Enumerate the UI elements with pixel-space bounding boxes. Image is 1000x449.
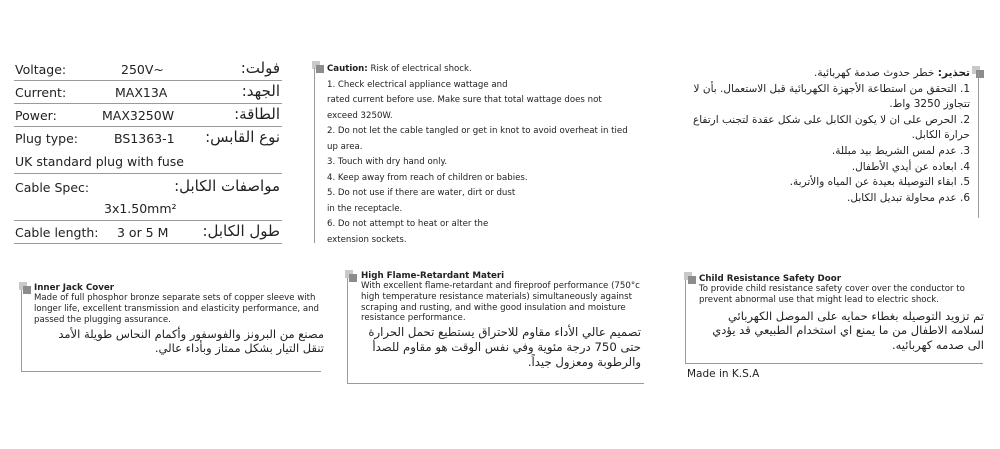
cable-spec-value: 3x1.50mm² <box>104 201 177 216</box>
spec-table <box>14 58 282 244</box>
inner-jack-english-text: Made of full phosphor bronze separate sets of copper sleeve with longer life, excellent transmission and elasticity performance, and passed the plugging assurance. <box>34 293 320 325</box>
arabic-caution-line: 3. عدم لمس الشريط بيد مبللة. <box>831 144 970 157</box>
arabic-caution-subtitle: خطر حدوث صدمة كهربائية. <box>814 67 938 79</box>
flame-arabic-line: حتى 750 درجة مئوية وفي نفس الوقت هو مقاوم للصدأ <box>372 340 641 355</box>
voltage-label: Voltage: <box>15 62 67 77</box>
inner-jack-title: Inner Jack Cover <box>34 283 115 293</box>
arabic-caution-line: 5. ابقاء التوصيلة بعيدة عن المياه والأتربة. <box>789 176 970 189</box>
arabic-caution-section <box>640 66 970 206</box>
flame-bottom-border <box>347 383 644 384</box>
cable-length-value: 3 or 5 M <box>117 225 169 240</box>
inner-jack-arabic-line: مصنع من البرونز والفوسفور وأكمام النحاس طويلة الأمد <box>58 327 324 342</box>
arabic-caution-line: 6. عدم محاولة تبديل الكابل. <box>847 191 970 204</box>
current-value: MAX13A <box>115 85 168 100</box>
caution-line: in the receptacle. <box>327 203 403 214</box>
voltage-arabic-label: فولت: <box>240 59 280 77</box>
child-door-english-text: To provide child resistance safety cover over the conductor to prevent abnormal use that might lead to electric shock. <box>699 284 965 305</box>
cable-spec-arabic-label: مواصفات الكابل: <box>174 177 280 195</box>
child-door-left-border <box>685 280 686 364</box>
caution-line: exceed 3250W. <box>327 110 393 121</box>
caution-section <box>327 62 647 248</box>
caution-divider <box>314 68 315 243</box>
inner-jack-bottom-border <box>21 371 321 372</box>
arabic-caution-line: تتجاوز 3250 واط. <box>889 98 970 111</box>
caution-line: extension sockets. <box>327 234 407 245</box>
flame-title: High Flame-Retardant Materi <box>361 271 505 281</box>
caution-line: 4. Keep away from reach of children or babies. <box>327 172 528 183</box>
caution-subtitle: Risk of electrical shock. <box>367 64 472 74</box>
plug-note: UK standard plug with fuse <box>15 154 184 169</box>
child-door-title: Child Resistance Safety Door <box>699 274 841 284</box>
child-door-section <box>699 274 984 352</box>
inner-jack-section <box>34 283 324 355</box>
spec-row-voltage <box>14 58 282 81</box>
cable-length-label: Cable length: <box>15 225 99 240</box>
spec-row-cable-length <box>14 221 282 244</box>
child-door-arabic-line: لسلامه الاطفال من ما يمنع اي استخدام الطبيعي قد يؤدي <box>712 323 984 338</box>
caution-line: 5. Do not use if there are water, dirt or dust <box>327 188 516 198</box>
inner-jack-left-border <box>21 290 22 372</box>
arabic-caution-line: 1. التحقق من استطاعة الأجهزة الكهربائية قبل الاستعمال. بأن لا <box>693 82 970 95</box>
spec-row-plug-note <box>14 149 282 174</box>
cable-length-arabic-label: طول الكابل: <box>202 222 280 240</box>
plug-type-arabic-label: نوع القابس: <box>205 128 280 146</box>
arabic-caution-line: 2. الحرص على ان لا يكون الكابل على شكل عقدة لتجنب ارتفاع <box>692 113 970 126</box>
spec-row-cable-spec <box>14 174 282 196</box>
caution-line: 3. Touch with dry hand only. <box>327 157 448 167</box>
child-door-arabic-line: تم تزويد التوصيله بغطاء حمايه على الموصل الكهربائي <box>727 308 984 323</box>
flame-arabic-line: والرطوبة ومعزول جيداً. <box>527 355 641 370</box>
caution-line: rated current before use. Make sure that total wattage does not <box>327 95 602 105</box>
caution-line: 1. Check electrical appliance wattage and <box>327 79 508 90</box>
inner-jack-arabic-line: تنقل التيار بشكل ممتاز وبأداء عالي. <box>154 341 324 356</box>
caution-line: 2. Do not let the cable tangled or get in knot to avoid overheat in tied <box>327 126 628 136</box>
flame-english-text: With excellent flame-retardant and fireproof performance (750°c high temperature resistance materials) simultaneously against scraping and rusting, and withe good insulation and moisture resistance performance. <box>361 281 640 324</box>
made-in-label: Made in K.S.A <box>687 368 760 380</box>
power-value: MAX3250W <box>102 108 175 123</box>
spec-row-power <box>14 104 282 127</box>
arabic-caution-line: 4. ابعاده عن أيدي الأطفال. <box>851 160 970 173</box>
current-label: Current: <box>15 85 67 100</box>
spec-row-cable-spec-value <box>14 196 282 221</box>
plug-type-value: BS1363-1 <box>114 131 175 146</box>
child-door-arabic-line: الى صدمه كهربائيه. <box>891 337 984 352</box>
caution-line: up area. <box>327 141 363 152</box>
spec-row-plug-type <box>14 127 282 149</box>
flame-arabic-line: تصميم عالي الأداء مقاوم للاحتراق يستطيع تحمل الحرارة <box>368 325 641 340</box>
power-arabic-label: الطاقة: <box>234 105 280 123</box>
spec-row-current <box>14 81 282 104</box>
caution-line: 6. Do not attempt to heat or alter the <box>327 219 489 229</box>
cable-spec-label: Cable Spec: <box>15 180 90 195</box>
flame-left-border <box>347 278 348 384</box>
flame-section <box>361 271 641 370</box>
plug-type-label: Plug type: <box>15 131 78 146</box>
arabic-caution-divider <box>978 72 979 218</box>
arabic-caution-title: تحذير: <box>937 67 970 79</box>
power-label: Power: <box>15 108 57 123</box>
current-arabic-label: الجهد: <box>241 82 280 100</box>
child-door-bottom-border <box>685 363 983 364</box>
caution-title: Caution: <box>327 64 368 74</box>
arabic-caution-line: حرارة الكابل. <box>911 129 970 142</box>
voltage-value: 250V~ <box>121 62 164 77</box>
